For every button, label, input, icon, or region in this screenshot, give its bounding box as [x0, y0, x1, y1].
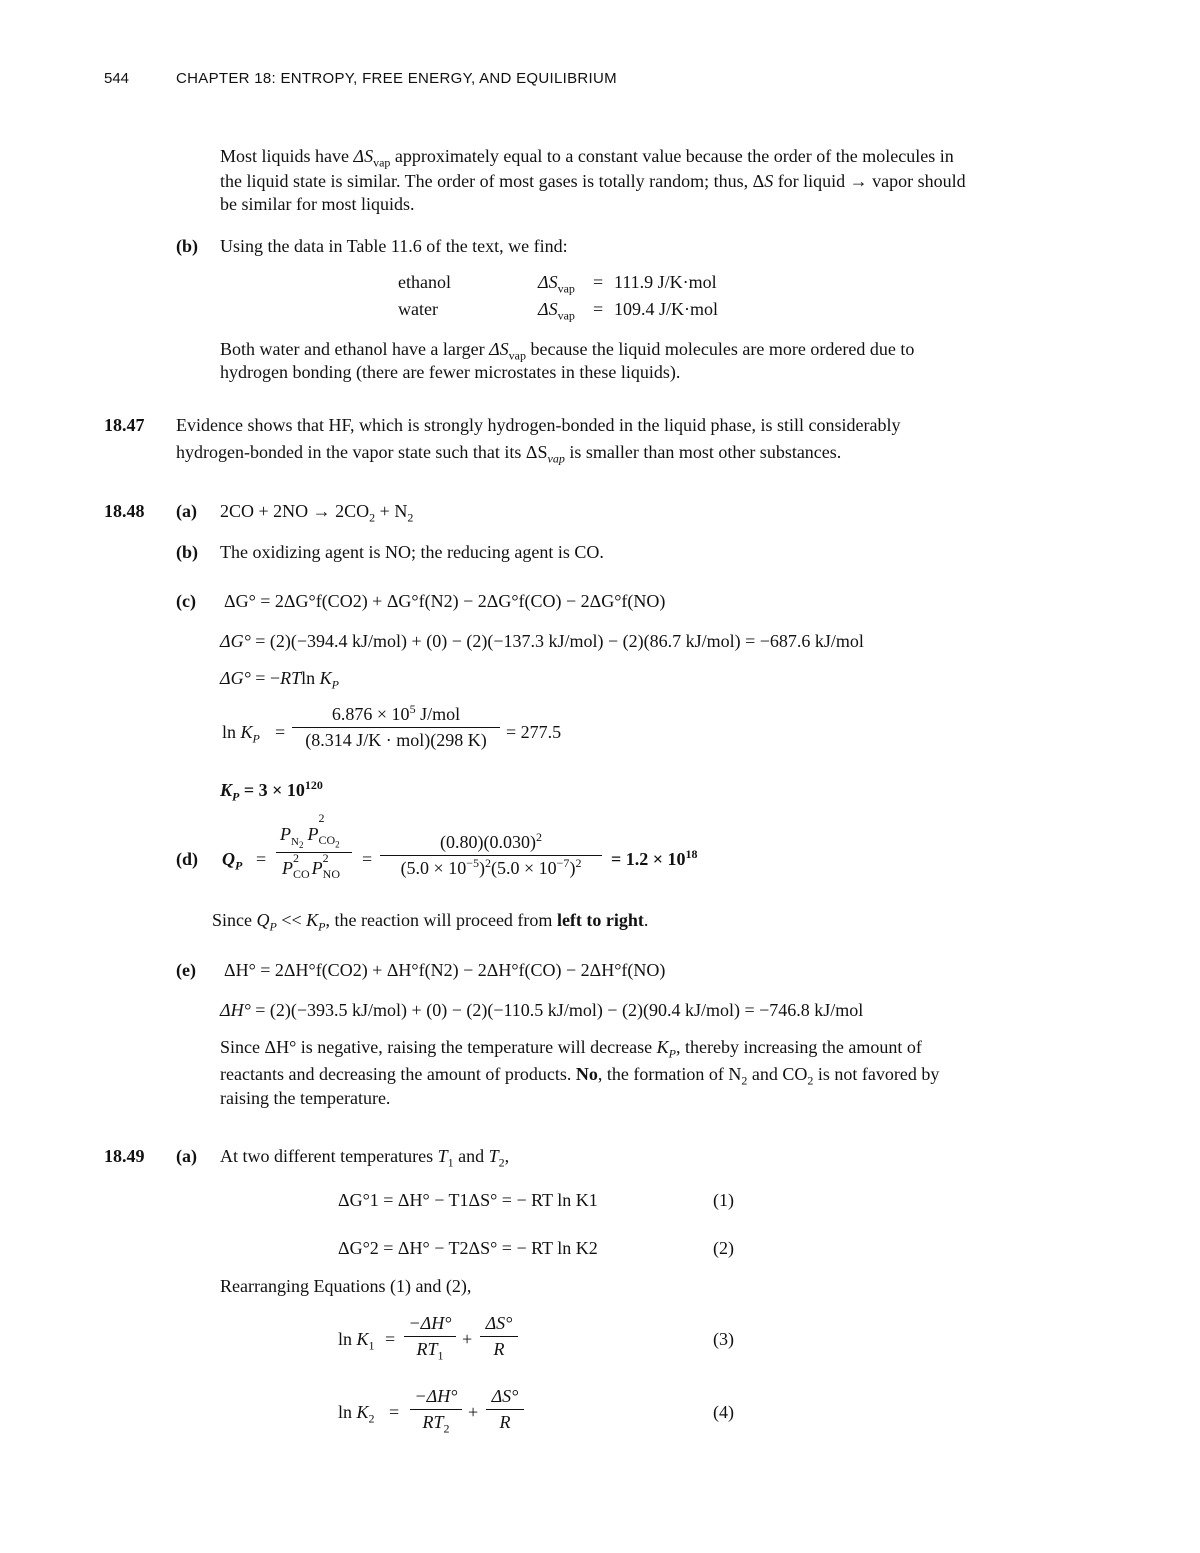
qp-symbolic-numerator: $P_{N_2}P$ 2 $CO_2$: [280, 811, 340, 850]
temperatures-intro: At two different temperatures $T_1$ and $T_2$,: [220, 1146, 510, 1170]
equation-4-frac-2: ΔS° R: [486, 1386, 524, 1433]
ethanol-value: 111.9 J/K·mol: [614, 272, 717, 292]
part-d-label: (d): [176, 849, 198, 869]
kp-result: $K_P = 3 \times 10^{120}$: [220, 778, 323, 804]
ethanol-eq: =: [593, 272, 604, 292]
equation-4-tag: (4): [713, 1402, 734, 1422]
problem-1847-line-1: Evidence shows that HF, which is strongly hydrogen-bonded in the liquid phase, is still considerably: [176, 415, 901, 435]
equation-3-equals: =: [385, 1329, 396, 1349]
delta-g-definition: ΔG° = 2ΔG°f(CO2) + ΔG°f(N2) − 2ΔG°f(CO) − 2ΔG°f(NO): [224, 591, 666, 611]
lnkp-lhs: $\ln K_P$: [222, 722, 260, 746]
rearranging-text: Rearranging Equations (1) and (2),: [220, 1276, 472, 1296]
conclusion-line-1: Both water and ethanol have a larger $\Delta S_{vap}$ because the liquid molecules are more ordered due to: [220, 339, 915, 363]
water-value: 109.4 J/K·mol: [614, 299, 719, 319]
equation-1: ΔG°1 = ΔH° − T1ΔS° = − RT ln K1: [338, 1190, 598, 1210]
problem-number-1848: 18.48: [104, 501, 145, 521]
equation-4-frac-1: −ΔH° $RT_2$: [410, 1386, 462, 1433]
water-label: water: [398, 299, 438, 319]
qp-result: = $1.2 \times 10^{18}$: [611, 847, 698, 869]
ethanol-svap: $\Delta S_{vap}$: [538, 272, 575, 296]
qp-equals-1: =: [256, 849, 267, 869]
part-e-label: (e): [176, 960, 196, 980]
water-eq: =: [593, 299, 604, 319]
equation-3-frac-1: −ΔH° $RT_1$: [404, 1313, 456, 1360]
ethanol-label: ethanol: [398, 272, 451, 292]
delta-g-calculation: ΔG° = (2)(−394.4 kJ/mol) + (0) − (2)(−137.3 kJ/mol) − (2)(86.7 kJ/mol) = −687.6 kJ/mol: [220, 631, 864, 651]
conclusion-line-2: hydrogen bonding (there are fewer microstates in these liquids).: [220, 362, 681, 382]
part-a-label: (a): [176, 501, 197, 521]
problem-number-1847: 18.47: [104, 415, 145, 435]
qp-numeric-fraction: $(0.80)(0.030)^2$ $(5.0 \times 10^{-5})^2(5.0 \times 10^{-7})^2$: [380, 832, 602, 879]
equation-2-tag: (2): [713, 1238, 734, 1258]
qp-symbolic-denominator: P 2 CO P 2 NO: [282, 851, 341, 881]
reaction-equation: $2CO + 2NO \to 2CO_2 + N_2$: [220, 501, 414, 525]
equation-3-lhs: $\ln K_1$: [338, 1329, 375, 1353]
problem-1847-line-2: hydrogen-bonded in the vapor state such that its $\Delta S_{vap}$ is smaller than most other substances.: [176, 442, 842, 466]
equation-1-tag: (1): [713, 1190, 734, 1210]
water-svap: $\Delta S_{vap}$: [538, 299, 575, 323]
equation-4-plus: +: [468, 1402, 479, 1422]
part-b-text-1848: The oxidizing agent is NO; the reducing agent is CO.: [220, 542, 604, 562]
equation-2: ΔG°2 = ΔH° − T2ΔS° = − RT ln K2: [338, 1238, 598, 1258]
delta-h-since-1: Since ΔH° is negative, raising the temperature will decrease $K_P$, thereby increasing the amount of: [220, 1037, 922, 1061]
delta-h-since-2: reactants and decreasing the amount of products. No, the formation of $N_2$ and $CO_2$ is not favored by: [220, 1064, 940, 1088]
part-a-label-1849: (a): [176, 1146, 197, 1166]
delta-g-rtlnk: ΔG° = −RTln $K_P$: [220, 668, 339, 692]
intro-line-2: the liquid state is similar. The order of most gases is totally random; thus, ΔS for liquid → vapor should: [220, 171, 966, 191]
lnkp-equals: =: [275, 722, 286, 742]
part-b-label-1848: (b): [176, 542, 198, 562]
qp-symbolic-fraction: [274, 811, 354, 888]
delta-h-calculation: ΔH° = (2)(−393.5 kJ/mol) + (0) − (2)(−110.5 kJ/mol) − (2)(90.4 kJ/mol) = −746.8 kJ/mol: [220, 1000, 864, 1020]
lnkp-result: = 277.5: [506, 722, 562, 742]
delta-h-definition: ΔH° = 2ΔH°f(CO2) + ΔH°f(N2) − 2ΔH°f(CO) − 2ΔH°f(NO): [224, 960, 666, 980]
part-b-text: Using the data in Table 11.6 of the text, we find:: [220, 236, 568, 256]
part-b-label: (b): [176, 236, 198, 256]
qp-lhs: $Q_P$: [222, 849, 243, 873]
problem-number-1849: 18.49: [104, 1146, 145, 1166]
part-c-label: (c): [176, 591, 196, 611]
equation-4-lhs: $\ln K_2$: [338, 1402, 375, 1426]
equation-3-plus: +: [462, 1329, 473, 1349]
chapter-title: CHAPTER 18: ENTROPY, FREE ENERGY, AND EQUILIBRIUM: [176, 70, 617, 87]
qp-equals-2: =: [362, 849, 373, 869]
intro-line-3: be similar for most liquids.: [220, 194, 415, 214]
equation-3-tag: (3): [713, 1329, 734, 1349]
delta-h-since-3: raising the temperature.: [220, 1088, 391, 1108]
qp-conclusion: Since $Q_P << K_P$, the reaction will proceed from left to right.: [212, 910, 649, 934]
equation-3-frac-2: ΔS° R: [480, 1313, 518, 1360]
page-number: 544: [104, 70, 130, 87]
intro-line-1: Most liquids have $\Delta S_{vap}$ approximately equal to a constant value because the order of the molecules in: [220, 146, 954, 170]
lnkp-fraction: $6.876 \times 10^5$ J/mol (8.314 J/K · mol)(298 K): [292, 704, 500, 751]
equation-4-equals: =: [389, 1402, 400, 1422]
qp-symbolic-bar: [276, 852, 352, 853]
